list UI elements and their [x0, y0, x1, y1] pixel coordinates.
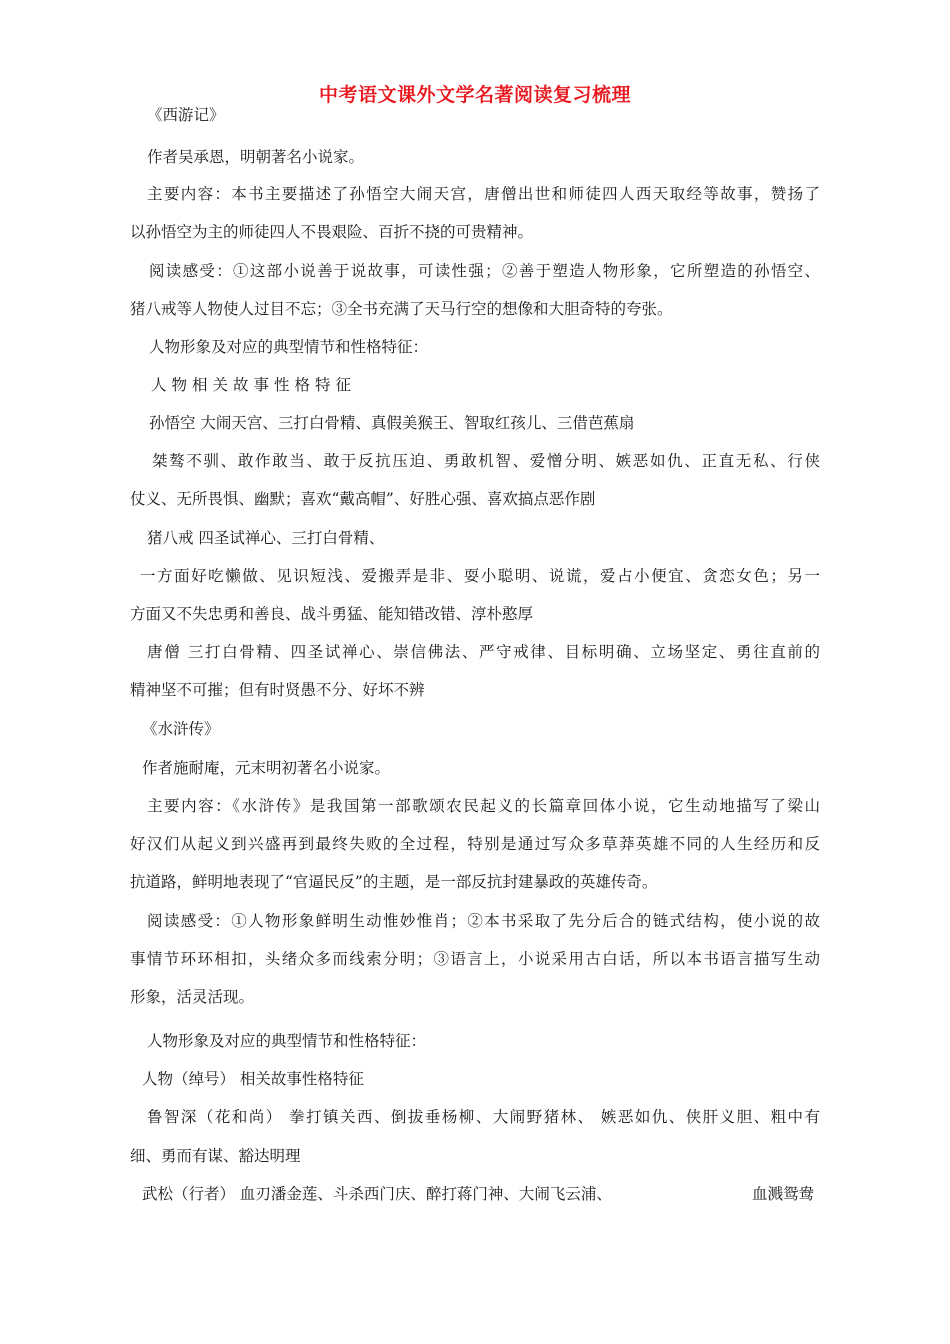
- paragraph-line: 主要内容：《水浒传》是我国第一部歌颂农民起义的长篇章回体小说，它生动地描写了梁山: [147, 797, 820, 815]
- document-title: 中考语文课外文学名著阅读复习梳理: [318, 84, 631, 106]
- paragraph-line: 以孙悟空为主的师徒四人不畏艰险、百折不挠的可贵精神。: [130, 223, 534, 241]
- author-line: 作者吴承恩，明朝著名小说家。: [147, 148, 365, 166]
- trailing-fragment: 血溅鸳鸯: [752, 1185, 815, 1203]
- character-row: 孙悟空 大闹天宫、三打白骨精、真假美猴王、智取红孩儿、三借芭蕉扇: [149, 414, 635, 432]
- section-heading: 人物形象及对应的典型情节和性格特征：: [147, 1032, 427, 1050]
- author-line: 作者施耐庵，元末明初著名小说家。: [142, 759, 391, 777]
- character-row: 唐僧 三打白骨精、四圣试禅心、崇信佛法、严守戒律、目标明确、立场坚定、勇往直前的: [147, 643, 820, 661]
- paragraph-line: 细、勇而有谋、豁达明理: [130, 1147, 301, 1165]
- character-row: 武松（行者） 血刃潘金莲、斗杀西门庆、醉打蒋门神、大闹飞云浦、: [142, 1185, 612, 1203]
- table-header: 人物相关故事性格特征: [151, 376, 357, 394]
- paragraph-line: 精神坚不可摧；但有时贤愚不分、好坏不辨: [130, 681, 425, 699]
- paragraph-line: 阅读感受：①这部小说善于说故事，可读性强；②善于塑造人物形象，它所塑造的孙悟空、: [149, 262, 820, 280]
- character-row: 鲁智深（花和尚） 拳打镇关西、倒拔垂杨柳、大闹野猪林、 嫉恶如仇、侠肝义胆、粗中有: [147, 1108, 820, 1126]
- book-title-shuihuzhuan: 《水浒传》: [142, 720, 220, 738]
- table-header: 人物（绰号） 相关故事性格特征: [142, 1070, 364, 1088]
- paragraph-line: 形象，活灵活现。: [130, 988, 255, 1006]
- section-heading: 人物形象及对应的典型情节和性格特征：: [149, 338, 429, 356]
- paragraph-line: 主要内容：本书主要描述了孙悟空大闹天宫，唐僧出世和师徒四人西天取经等故事，赞扬了: [147, 185, 820, 203]
- paragraph-line: 阅读感受：①人物形象鲜明生动惟妙惟肖；②本书采取了先分后合的链式结构，使小说的故: [147, 912, 820, 930]
- paragraph-line: 猪八戒等人物使人过目不忘；③全书充满了天马行空的想像和大胆奇特的夸张。: [130, 300, 673, 318]
- paragraph-line: 事情节环环相扣，头绪众多而线索分明；③语言上，小说采用古白话，所以本书语言描写生动: [130, 950, 820, 968]
- paragraph-line: 好汉们从起义到兴盛再到最终失败的全过程，特别是通过写众多草莽英雄不同的人生经历和反: [130, 835, 820, 853]
- paragraph-line: 一方面好吃懒做、见识短浅、爱搬弄是非、耍小聪明、说谎，爱占小便宜、贪恋女色；另一: [140, 567, 820, 585]
- paragraph-line: 抗道路，鲜明地表现了“官逼民反”的主题，是一部反抗封建暴政的英雄传奇。: [130, 873, 658, 891]
- book-title-xiyouji: 《西游记》: [147, 106, 225, 124]
- paragraph-line: 桀骜不驯、敢作敢当、敢于反抗压迫、勇敢机智、爱憎分明、嫉恶如仇、正直无私、行侠: [152, 452, 820, 470]
- paragraph-line: 仗义、无所畏惧、幽默；喜欢“戴高帽”、好胜心强、喜欢搞点恶作剧: [130, 490, 596, 508]
- paragraph-line: 方面又不失忠勇和善良、战斗勇猛、能知错改错、淳朴憨厚: [130, 605, 534, 623]
- character-row: 猪八戒 四圣试禅心、三打白骨精、: [147, 529, 385, 547]
